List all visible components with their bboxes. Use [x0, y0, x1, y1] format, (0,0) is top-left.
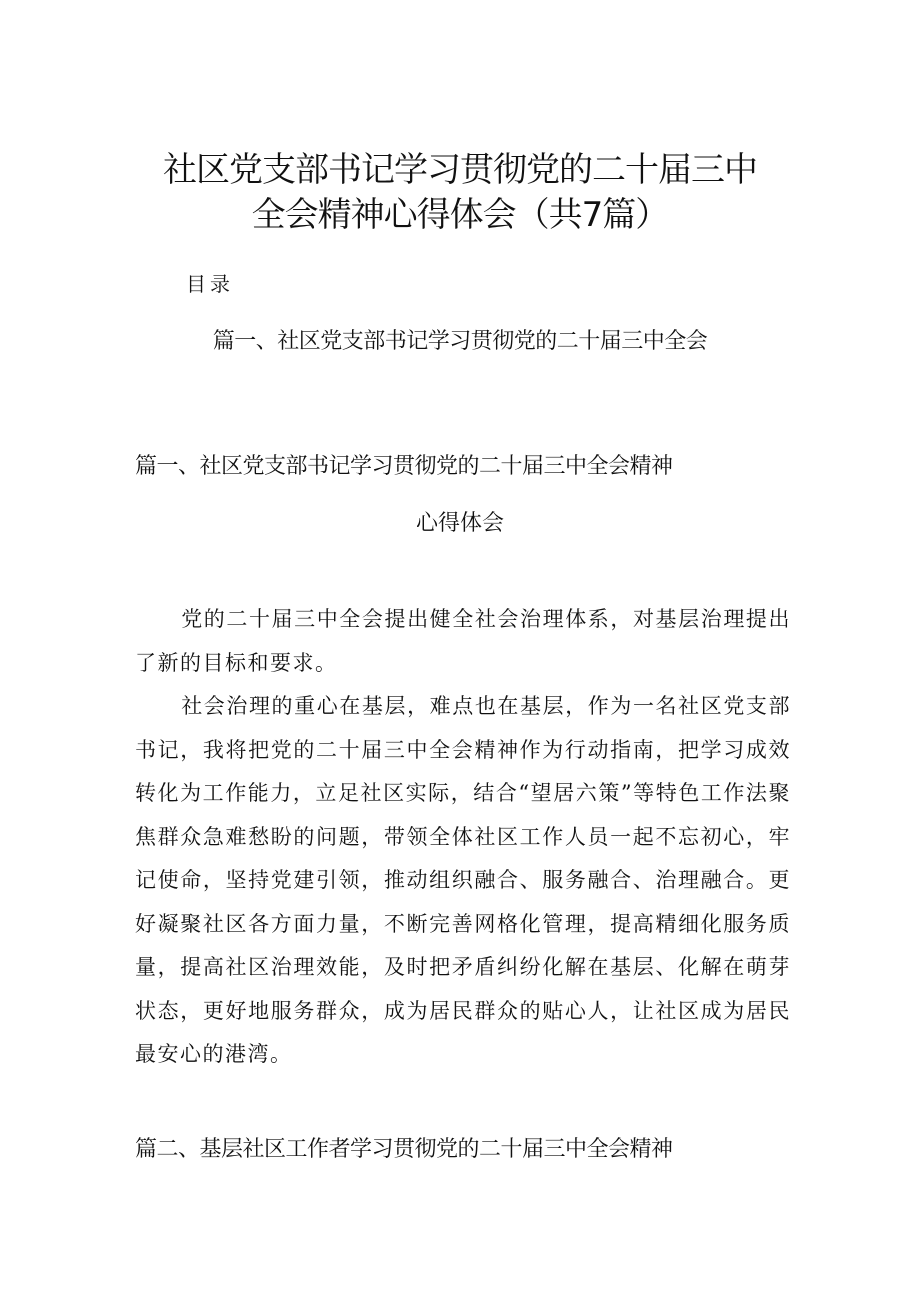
section-1-heading: 篇一、社区党支部书记学习贯彻党的二十届三中全会精神 [135, 454, 673, 479]
section-1-body [135, 598, 791, 1077]
toc-label: 目录 [186, 272, 234, 296]
section-1-paragraph-1: 党的二十届三中全会提出健全社会治理体系，对基层治理提出了新的目标和要求。 [135, 607, 791, 675]
toc-item-1[interactable]: 篇一、社区党支部书记学习贯彻党的二十届三中全会 [212, 329, 708, 354]
document-title-line-2: 全会精神心得体会（共7篇） [251, 195, 669, 235]
document-title-line-1: 社区党支部书记学习贯彻党的二十届三中 [163, 150, 757, 190]
section-1-heading-continued: 心得体会 [415, 511, 504, 536]
section-2-heading: 篇二、基层社区工作者学习贯彻党的二十届三中全会精神 [135, 1137, 673, 1162]
section-1-paragraph-2: 社会治理的重心在基层，难点也在基层，作为一名社区党支部书记，我将把党的二十届三中全会精神作为行动指南，把学习成效转化为工作能力，立足社区实际，结合“望居六策”等特色工作法聚焦群众急难愁盼的问题，带领全体社区工作人员一起不忘初心，牢记使命，坚持党建引领，推动组织融合、服务融合、治理融合。更好凝聚社区各方面力量，不断完善网格化管理，提高精细化服务质量，提高社区治理效能，及时把矛盾纠纷化解在基层、化解在萌芽状态，更好地服务群众，成为居民群众的贴心人，让社区成为居民最安心的港湾。 [135, 694, 791, 1066]
